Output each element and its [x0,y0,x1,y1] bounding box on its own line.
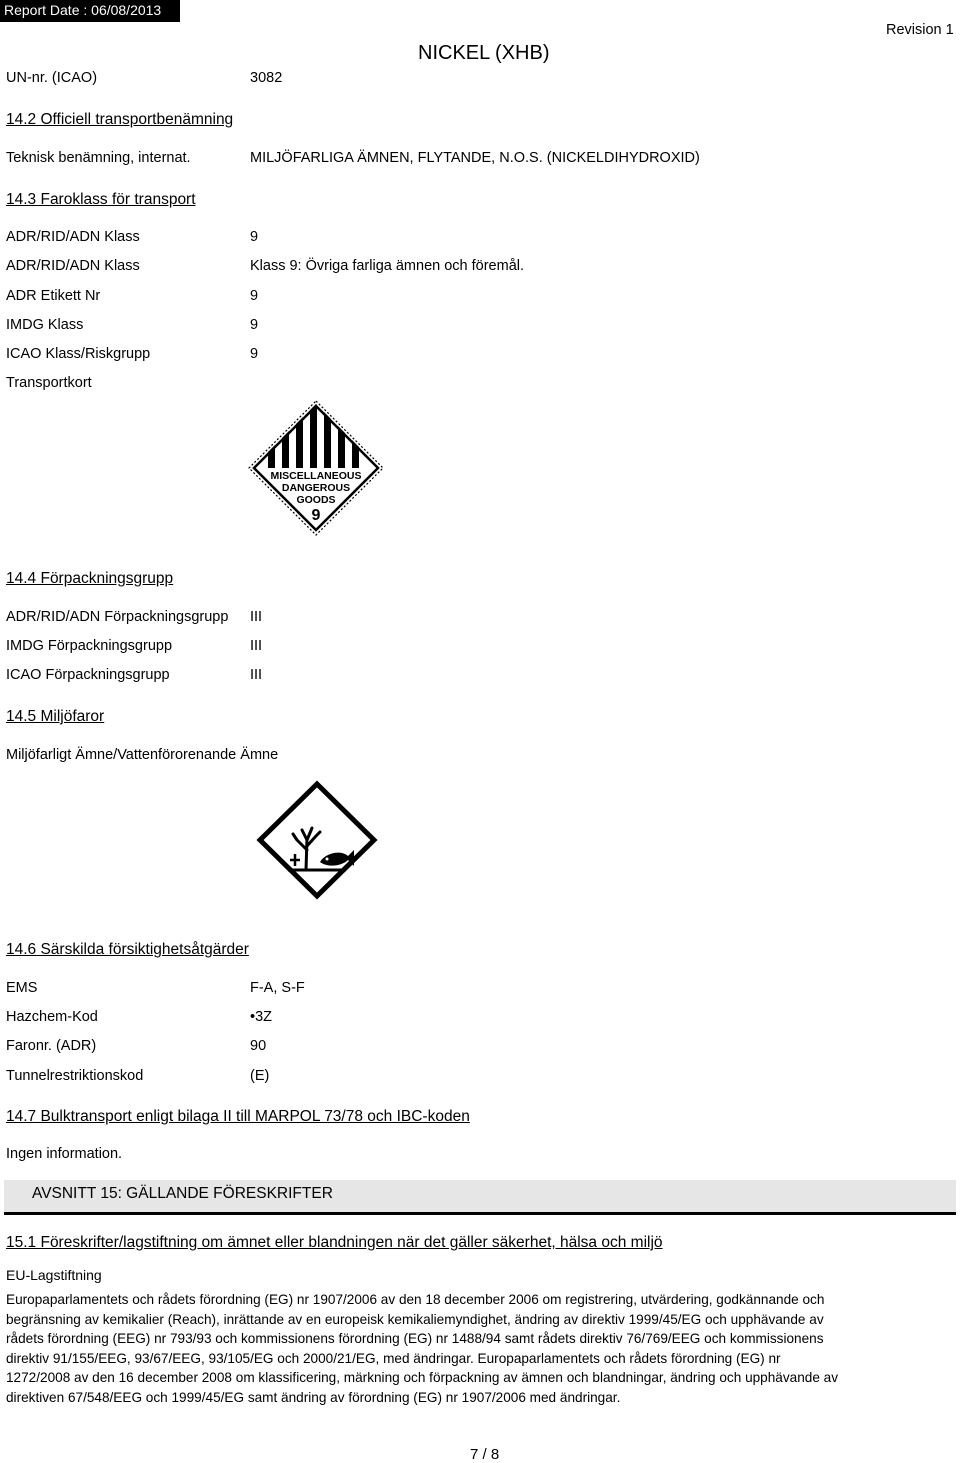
heading-14-4: 14.4 Förpackningsgrupp [6,570,174,587]
row-value: (E) [250,1068,270,1084]
row-value: III [250,667,263,683]
page-number: 7 / 8 [470,1446,500,1463]
row-value: III [250,609,263,625]
heading-14-5: 14.5 Miljöfaror [6,708,105,725]
row-value: 9 [250,317,259,333]
row-value: 9 [250,288,259,304]
heading-14-6: 14.6 Särskilda försiktighetsåtgärder [6,941,249,958]
row-value: F-A, S-F [250,980,305,996]
regulation-paragraph [6,1290,954,1407]
label-line-3: GOODS [296,494,336,506]
row-label: EMS [6,980,38,996]
paragraph-line: rådets förordning (EEG) nr 793/93 och kommissionens förordning (EG) nr 1488/94 samt rådets direktiv 76/769/EEG och kommissionens [6,1331,824,1346]
row-value: 9 [250,346,259,362]
paragraph-line: begränsning av kemikalier (Reach), inrättande av en europeisk kemikaliemyndighet, ändring av direktiv 1999/45/EG och upphävande av [6,1311,824,1327]
row-label: ICAO Förpackningsgrupp [6,667,170,683]
row-label: ICAO Klass/Riskgrupp [6,346,151,362]
technical-name-label: Teknisk benämning, internat. [6,150,191,166]
row-value: 90 [250,1038,267,1054]
class-9-hazard-label-icon [248,400,384,536]
un-nr-label: UN-nr. (ICAO) [6,70,98,86]
environment-hazard-text: Miljöfarligt Ämne/Vattenförorenande Ämne [6,747,279,763]
label-line-1: MISCELLANEOUS [270,470,362,482]
row-value: 9 [250,229,259,245]
paragraph-line: Europaparlamentets och rådets förordning (EG) nr 1907/2006 av den 18 december 2006 om registrering, utvärdering, godkännande och [6,1292,825,1307]
paragraph-line: 1272/2008 av den 16 december 2008 om klassificering, märkning och förpackning av ämnen och blandningar, ändring och upphävande av [6,1370,839,1385]
row-label: ADR Etikett Nr [6,288,101,304]
row-label: ADR/RID/ADN Förpackningsgrupp [6,609,229,625]
heading-14-2: 14.2 Officiell transportbenämning [6,111,234,128]
row-label: Transportkort [6,375,92,391]
row-label: IMDG Klass [6,317,84,333]
report-date: Report Date : 06/08/2013 [4,2,162,18]
document-title: NICKEL (XHB) [418,42,550,64]
row-label: Faronr. (ADR) [6,1038,97,1054]
paragraph-line: direktiv 91/155/EEG, 93/67/EEG, 93/105/EG och 2000/21/EG, med ändringar. Europaparlamentets och rådets förordning (EG) nr [6,1350,781,1366]
eu-legislation-label: EU-Lagstiftning [6,1267,102,1283]
row-value: •3Z [250,1009,272,1025]
row-label: IMDG Förpackningsgrupp [6,638,173,654]
row-value: Klass 9: Övriga farliga ämnen och föremål. [250,258,525,274]
paragraph-line: direktiven 67/548/EEG och 1999/45/EG samt ändring av förordning (EG) nr 1907/2006 med ändringar. [6,1389,621,1405]
un-nr-value: 3082 [250,70,283,86]
environment-hazard-icon [250,774,384,906]
label-class-number: 9 [311,507,321,524]
row-value: III [250,638,263,654]
row-label: Hazchem-Kod [6,1009,98,1025]
bulk-transport-text: Ingen information. [6,1146,123,1162]
revision: Revision 1 [886,22,954,38]
heading-14-3: 14.3 Faroklass för transport [6,191,196,208]
heading-15-1: 15.1 Föreskrifter/lagstiftning om ämnet eller blandningen när det gäller säkerhet, hälsa och miljö [6,1234,663,1251]
heading-14-7: 14.7 Bulktransport enligt bilaga II till MARPOL 73/78 och IBC-koden [6,1108,470,1125]
row-label: ADR/RID/ADN Klass [6,229,140,245]
section-15-title: AVSNITT 15: GÄLLANDE FÖRESKRIFTER [32,1185,333,1202]
technical-name-value: MILJÖFARLIGA ÄMNEN, FLYTANDE, N.O.S. (NICKELDIHYDROXID) [250,150,700,166]
row-label: ADR/RID/ADN Klass [6,258,140,274]
label-line-2: DANGEROUS [281,482,351,494]
row-label: Tunnelrestriktionskod [6,1068,144,1084]
